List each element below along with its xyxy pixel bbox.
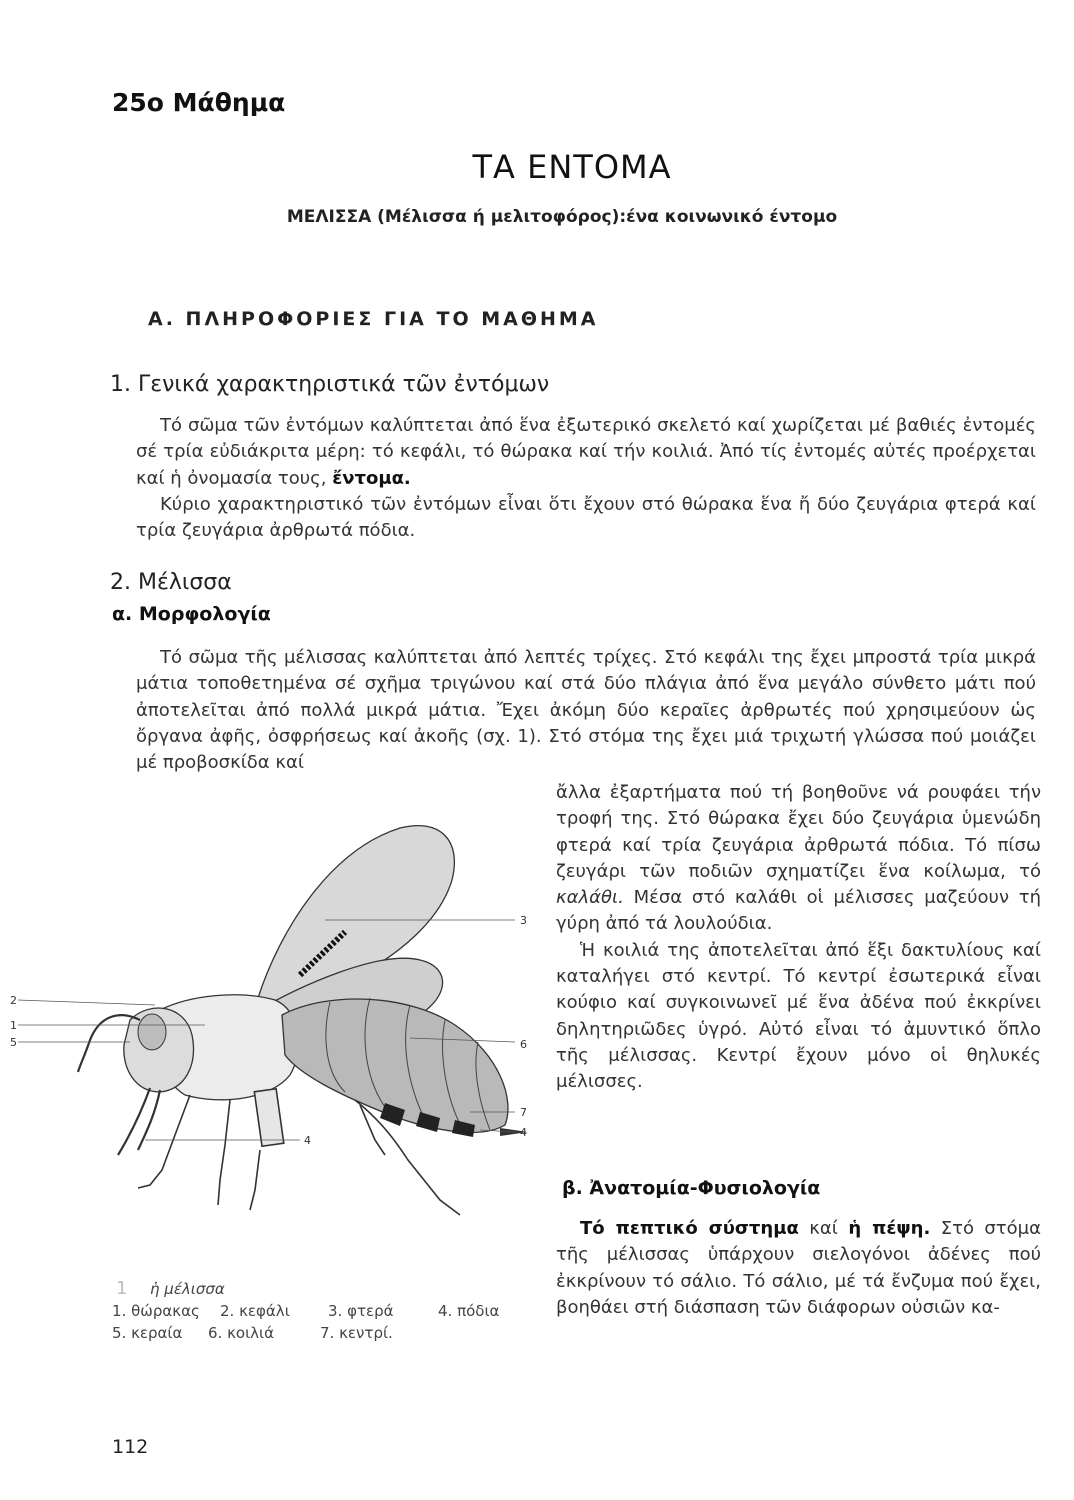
morphology-text: Τό σῶμα τῆς μέλισσας καλύπτεται ἀπό λεπτές τρίχες. Στό κεφάλι της ἔχει μπροστά τρία μικρά μάτια τοποθετημένα σέ σχῆμα τριγώνου καί στά δύο πλάγια ἀπό ἕνα μεγάλο σύνθετο μάτι πού ἀποτελεῖται ἀπό πολλά μικρά μάτια. Ἔχει ἀκόμη δύο κεραῖες ἀρθρωτές πού χρησιμεύουν ὡς ὄργανα ἀφῆς, ὀσφρήσεως καί ἀκοῆς (σχ. 1). Στό στόμα της ἔχει μιά τριχωτή γλώσσα πού μοιάζει μέ προβοσκίδα καί [136,647,1036,774]
lesson-number: 25ο Μάθημα [112,88,286,117]
paragraph-morphology-side [556,780,1041,1096]
legend-item: 5. κεραία [112,1324,183,1342]
callout-4-left: 4 [304,1134,311,1147]
abdomen-text: Ἡ κοιλιά της ἀποτελεῖται ἀπό ἕξι δακτυλίους καί καταλήγει στό κεντρί. Τό κεντρί ἐσωτερικά εἶναι κούφιο καί συγκοινωνεῖ μέ ἕνα ἀδένα πού ἐκκρίνει δηλητηριῶδες ὑγρό. Αὐτό εἶναι τό ἀμυντικό ὅπλο τῆς μέλισσας. Κεντρί ἔχουν μόνο οἱ θηλυκές μέλισσες. [556,939,1041,1093]
heading-general-characteristics: 1. Γενικά χαρακτηριστικά τῶν ἐντόμων [110,372,550,397]
page-subtitle: ΜΕΛΙΣΣΑ (Μέλισσα ή μελιτοφόρος):ένα κοινωνικό έντομο [286,207,838,227]
digestion-conjunction: καί [809,1218,838,1239]
digestion-term: ἡ πέψη. [848,1218,931,1239]
callout-3: 3 [520,914,527,927]
digestive-system-term: Τό πεπτικό σύστημα [580,1218,799,1239]
callout-6: 6 [520,1038,527,1051]
callout-2: 2 [10,994,17,1007]
legend-item: 6. κοιλιά [208,1324,275,1342]
legend-item: 4. πόδια [438,1302,500,1320]
figure-number: 1 [116,1278,128,1299]
callout-1: 1 [10,1019,17,1032]
paragraph-digestion [556,1216,1041,1321]
general-bold-term: ἔντομα. [332,467,411,489]
heading-morphology: α. Μορφολογία [112,603,271,625]
figure-caption [112,1278,532,1344]
basket-term: καλάθι. [556,887,624,909]
page-number: 112 [112,1436,149,1458]
caption-title: ἡ μέλισσα [150,1280,225,1298]
general-text: Τό σῶμα τῶν ἐντόμων καλύπτεται ἀπό ἕνα ἐξωτερικό σκελετό καί χωρίζεται μέ βαθιές ἐντομές σέ τρία εὐδιάκριτα μέρη: τό κεφάλι, τό θώρακα καί τήν κοιλιά. Ἀπό τίς ἐντομές αὐτές προέρχεται καί ἡ ὀνομασία τους, [136,415,1036,489]
page-title: ΤΑ ΕΝΤΟΜΑ [472,148,672,186]
legend-item: 3. φτερά [328,1302,394,1320]
paragraph-morphology [136,645,1036,776]
section-heading-a: Α. ΠΛΗΡΟΦΟΡΙΕΣ ΓΙΑ ΤΟ ΜΑΘΗΜΑ [148,308,599,330]
morphology-side-text: ἄλλα ἐξαρτήματα πού τή βοηθοῦνε νά ρουφάει τήν τροφή της. Στό θώρακα ἔχει δύο ζευγάρια ὑμενώδη φτερά καί τρία ζευγάρια ἀρθρωτά πόδια. Τό πίσω ζευγάρι τῶν ποδιῶν σχηματίζει ἕνα κοίλωμα, τό [556,782,1041,882]
morphology-side-end: Μέσα στό καλάθι οἱ μέλισσες μαζεύουν τή γύρη ἀπό τά λουλούδια. [556,887,1041,935]
heading-anatomy: β. Ἀνατομία-Φυσιολογία [562,1177,821,1199]
bee-illustration [0,810,545,1280]
legend-item: 1. θώρακας [112,1302,200,1320]
legend-item: 2. κεφάλι [220,1302,290,1320]
paragraph-general [136,413,1036,544]
heading-bee: 2. Μέλισσα [110,570,232,595]
callout-5: 5 [10,1036,17,1049]
callout-7: 7 [520,1106,527,1119]
digestion-text: Στό στόμα τῆς μέλισσας ὑπάρχουν σιελογόνοι ἀδένες πού ἐκκρίνουν τό σάλιο. Τό σάλιο, μέ τά ἔνζυμα πού ἔχει, βοηθάει στή διάσπαση τῶν διάφορων οὐσιῶν κα- [556,1218,1041,1318]
callout-4-right: 4 [520,1126,527,1139]
general-text-2: Κύριο χαρακτηριστικό τῶν ἐντόμων εἶναι ὅτι ἔχουν στό θώρακα ἕνα ἤ δύο ζευγάρια φτερά καί τρία ζευγάρια ἀρθρωτά πόδια. [136,493,1036,542]
legend-item: 7. κεντρί. [320,1324,393,1342]
